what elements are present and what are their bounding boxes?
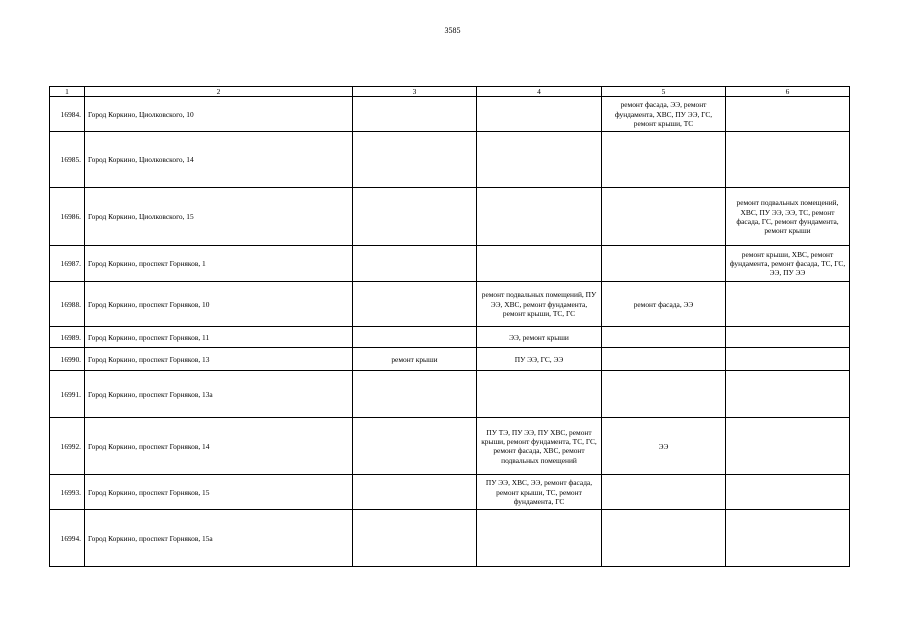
table-row xyxy=(50,327,850,348)
row-address: Город Коркино, проспект Горняков, 1 xyxy=(85,246,353,282)
header-cell: 4 xyxy=(477,87,602,97)
header-cell: 1 xyxy=(50,87,85,97)
cell-col3: ремонт крыши xyxy=(353,348,477,371)
cell-col6 xyxy=(726,475,850,510)
cell-col3 xyxy=(353,282,477,327)
row-number: 16993. xyxy=(50,475,85,510)
row-number: 16988. xyxy=(50,282,85,327)
row-number: 16986. xyxy=(50,188,85,246)
header-cell: 6 xyxy=(726,87,850,97)
table-row xyxy=(50,475,850,510)
cell-col3 xyxy=(353,97,477,132)
table-row xyxy=(50,371,850,418)
repair-table xyxy=(49,86,850,567)
row-address: Город Коркино, Циолковского, 15 xyxy=(85,188,353,246)
cell-col3 xyxy=(353,371,477,418)
cell-col6 xyxy=(726,97,850,132)
cell-col5 xyxy=(602,132,726,188)
row-address: Город Коркино, проспект Горняков, 15а xyxy=(85,510,353,567)
row-number: 16985. xyxy=(50,132,85,188)
cell-col3 xyxy=(353,188,477,246)
cell-col4: ПУ ЭЭ, ХВС, ЭЭ, ремонт фасада, ремонт крыши, ТС, ремонт фундамента, ГС xyxy=(477,475,602,510)
table-row xyxy=(50,97,850,132)
cell-col6 xyxy=(726,282,850,327)
cell-col4 xyxy=(477,371,602,418)
cell-col5 xyxy=(602,188,726,246)
table-row xyxy=(50,418,850,475)
header-row xyxy=(50,87,850,97)
cell-col3 xyxy=(353,418,477,475)
cell-col3 xyxy=(353,246,477,282)
cell-col5 xyxy=(602,475,726,510)
cell-col3 xyxy=(353,327,477,348)
row-number: 16989. xyxy=(50,327,85,348)
cell-col6 xyxy=(726,418,850,475)
header-cell: 3 xyxy=(353,87,477,97)
row-address: Город Коркино, проспект Горняков, 13а xyxy=(85,371,353,418)
cell-col3 xyxy=(353,510,477,567)
cell-col4: ЭЭ, ремонт крыши xyxy=(477,327,602,348)
table-row xyxy=(50,188,850,246)
cell-col5: ремонт фасада, ЭЭ xyxy=(602,282,726,327)
table-row xyxy=(50,282,850,327)
table-row xyxy=(50,132,850,188)
cell-col5 xyxy=(602,371,726,418)
cell-col6: ремонт подвальных помещений, ХВС, ПУ ЭЭ, ЭЭ, ТС, ремонт фасада, ГС, ремонт фундамента, ремонт крыши xyxy=(726,188,850,246)
cell-col4 xyxy=(477,510,602,567)
cell-col6 xyxy=(726,348,850,371)
cell-col3 xyxy=(353,132,477,188)
table-row xyxy=(50,510,850,567)
cell-col6 xyxy=(726,327,850,348)
cell-col4: ПУ ЭЭ, ГС, ЭЭ xyxy=(477,348,602,371)
row-number: 16990. xyxy=(50,348,85,371)
cell-col6 xyxy=(726,371,850,418)
cell-col5: ремонт фасада, ЭЭ, ремонт фундамента, ХВС, ПУ ЭЭ, ГС, ремонт крыши, ТС xyxy=(602,97,726,132)
cell-col6 xyxy=(726,132,850,188)
cell-col3 xyxy=(353,475,477,510)
header-cell: 2 xyxy=(85,87,353,97)
cell-col5 xyxy=(602,348,726,371)
cell-col6 xyxy=(726,510,850,567)
row-address: Город Коркино, проспект Горняков, 11 xyxy=(85,327,353,348)
row-number: 16984. xyxy=(50,97,85,132)
row-number: 16991. xyxy=(50,371,85,418)
cell-col5 xyxy=(602,246,726,282)
cell-col4 xyxy=(477,132,602,188)
cell-col4 xyxy=(477,97,602,132)
header-cell: 5 xyxy=(602,87,726,97)
row-number: 16992. xyxy=(50,418,85,475)
cell-col5 xyxy=(602,510,726,567)
row-address: Город Коркино, Циолковского, 10 xyxy=(85,97,353,132)
table-row xyxy=(50,246,850,282)
cell-col4: ПУ ТЭ, ПУ ЭЭ, ПУ ХВС, ремонт крыши, ремонт фундамента, ТС, ГС, ремонт фасада, ХВС, ремонт подвальных помещений xyxy=(477,418,602,475)
row-number: 16987. xyxy=(50,246,85,282)
row-number: 16994. xyxy=(50,510,85,567)
table-row xyxy=(50,348,850,371)
row-address: Город Коркино, Циолковского, 14 xyxy=(85,132,353,188)
row-address: Город Коркино, проспект Горняков, 14 xyxy=(85,418,353,475)
cell-col4 xyxy=(477,188,602,246)
cell-col5 xyxy=(602,327,726,348)
cell-col4: ремонт подвальных помещений, ПУ ЭЭ, ХВС, ремонт фундамента, ремонт крыши, ТС, ГС xyxy=(477,282,602,327)
cell-col5: ЭЭ xyxy=(602,418,726,475)
row-address: Город Коркино, проспект Горняков, 10 xyxy=(85,282,353,327)
cell-col4 xyxy=(477,246,602,282)
cell-col6: ремонт крыши, ХВС, ремонт фундамента, ремонт фасада, ТС, ГС, ЭЭ, ПУ ЭЭ xyxy=(726,246,850,282)
page-number: 3585 xyxy=(444,26,461,35)
row-address: Город Коркино, проспект Горняков, 13 xyxy=(85,348,353,371)
row-address: Город Коркино, проспект Горняков, 15 xyxy=(85,475,353,510)
